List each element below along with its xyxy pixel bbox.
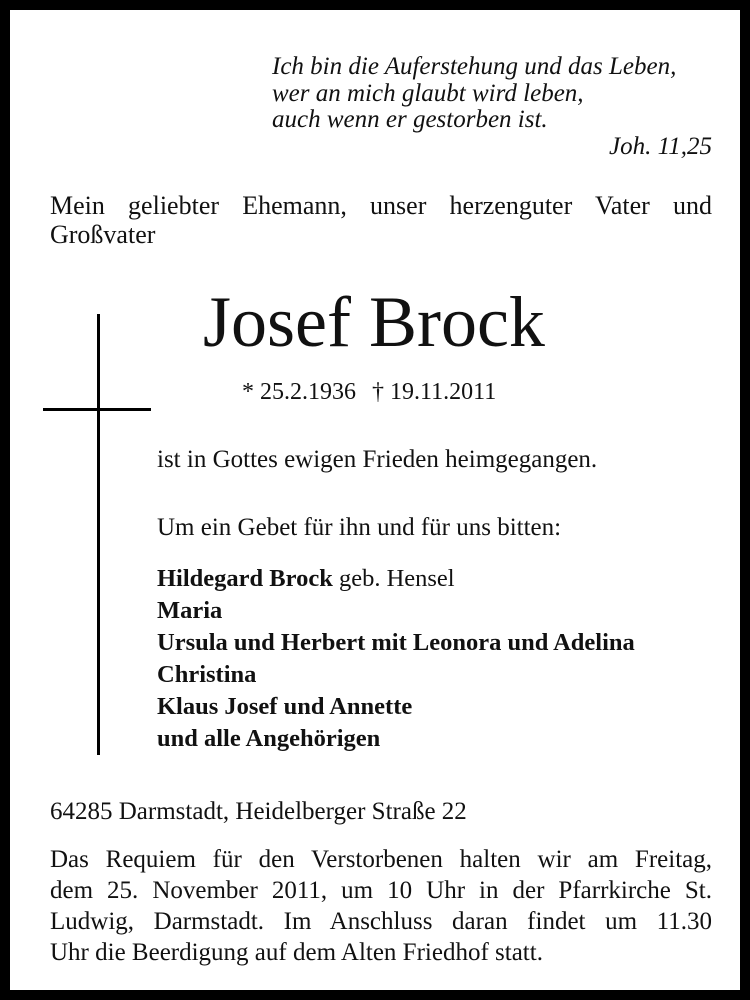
intro-line: Mein geliebter Ehemann, unser herzenguter Vater und <box>50 191 712 220</box>
requiem-line: Das Requiem für den Verstorbenen halten wir am Freitag, <box>50 846 712 873</box>
requiem-line: Ludwig, Darmstadt. Im Anschluss daran findet um 11.30 <box>50 908 712 935</box>
mourner-suffix: geb. Hensel <box>332 565 455 592</box>
address: 64285 Darmstadt, Heidelberger Straße 22 <box>50 798 467 825</box>
requiem-line: dem 25. November 2011, um 10 Uhr in der Pfarrkirche St. <box>50 877 712 904</box>
mourner-item <box>157 723 635 755</box>
quote-line: Ich bin die Auferstehung und das Leben, <box>272 53 677 80</box>
mourner-name: Ursula und Herbert mit Leonora und Adelina <box>157 629 635 656</box>
birth-date: 25.2.1936 <box>260 379 356 405</box>
deceased-name: Josef Brock <box>203 282 545 362</box>
mourner-name: und alle Angehörigen <box>157 725 381 752</box>
intro-text <box>50 191 712 249</box>
bible-quote <box>272 54 712 160</box>
mourners-list <box>157 563 635 755</box>
birth-symbol: * <box>242 379 254 405</box>
requiem-line: Uhr die Beerdigung auf dem Alten Friedhof statt. <box>50 939 543 966</box>
death-symbol-icon: † <box>372 379 384 405</box>
mourner-item <box>157 691 635 723</box>
requiem-paragraph <box>50 844 712 968</box>
mourner-name: Maria <box>157 597 223 624</box>
mourner-item <box>157 627 635 659</box>
cross-icon-vertical <box>97 314 100 755</box>
cross-icon-horizontal <box>43 408 151 411</box>
life-dates <box>242 377 496 407</box>
quote-line: auch wenn er gestorben ist. <box>272 106 548 133</box>
quote-reference: Joh. 11,25 <box>609 132 712 160</box>
passed-away-text: ist in Gottes ewigen Frieden heimgegangen. <box>157 446 598 473</box>
quote-line: wer an mich glaubt wird leben, <box>272 79 584 107</box>
mourner-item <box>157 659 635 691</box>
mourner-name: Hildegard Brock <box>157 565 333 592</box>
death-date: 19.11.2011 <box>390 379 497 405</box>
mourner-item <box>157 595 635 627</box>
mourner-name: Klaus Josef und Annette <box>157 693 413 720</box>
mourner-item <box>157 563 635 595</box>
intro-line: Großvater <box>50 220 156 249</box>
prayer-request-text: Um ein Gebet für ihn und für uns bitten: <box>157 514 562 541</box>
mourner-name: Christina <box>157 661 257 688</box>
